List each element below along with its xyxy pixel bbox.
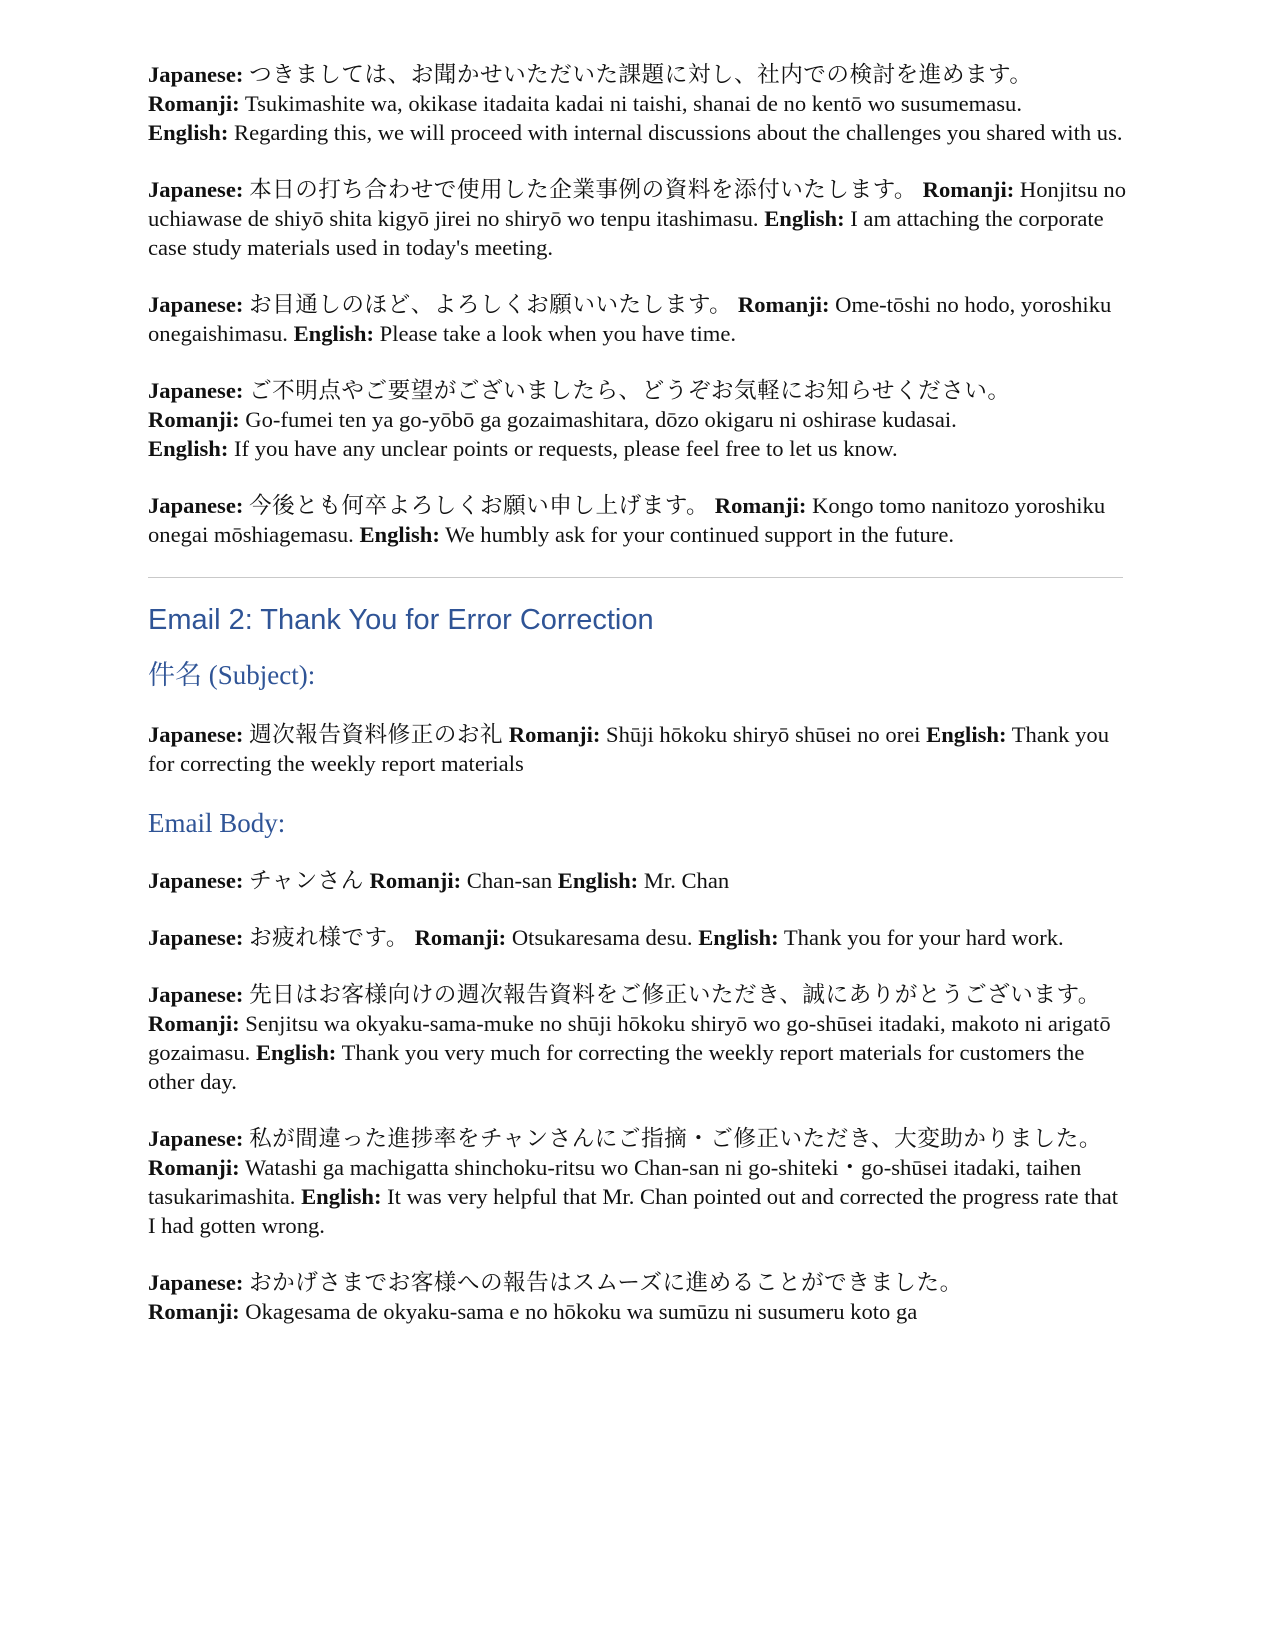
english-label: English: <box>359 522 440 547</box>
romanji-label: Romanji: <box>714 493 807 518</box>
romanji-text: Go-fumei ten ya go-yōbō ga gozaimashitara, dōzo okigaru ni oshirase kudasai. <box>245 407 957 432</box>
romanji-label: Romanji: <box>369 868 462 893</box>
section-divider <box>148 577 1123 578</box>
body-sentence-block <box>148 923 1128 952</box>
english-label: English: <box>255 1040 337 1065</box>
romanji-text: Tsukimashite wa, okikase itadaita kadai ni taishi, shanai de no kentō wo susumemasu. <box>244 91 1022 116</box>
japanese-text: 週次報告資料修正のお礼 <box>249 722 504 747</box>
japanese-text: 私が間違った進捗率をチャンさんにご指摘・ご修正いただき、大変助かりました。 <box>249 1126 1102 1151</box>
romanji-label: Romanji: <box>148 91 240 116</box>
japanese-label: Japanese: <box>148 1126 244 1151</box>
romanji-text: Kongo tomo nanitozo yoroshiku onegai mōshiagemasu. <box>148 493 1106 547</box>
document-page <box>148 60 1128 1354</box>
subject-block <box>148 720 1128 778</box>
japanese-label: Japanese: <box>148 722 244 747</box>
romanji-text: Senjitsu wa okyaku-sama-muke no shūji hōkoku shiryō wo go-shūsei itadaki, makoto ni arigatō gozaimasu. <box>148 1011 1111 1065</box>
romanji-text: Ome-tōshi no hodo, yoroshiku onegaishimasu. <box>148 292 1112 346</box>
japanese-text: つきましては、お聞かせいただいた課題に対し、社内での検討を進めます。 <box>249 62 1033 87</box>
romanji-text: Watashi ga machigatta shinchoku-ritsu wo Chan-san ni go-shiteki・go-shūsei itadaki, taihen tasukarimashita. <box>148 1155 1082 1209</box>
romanji-text: Honjitsu no uchiawase de shiyō shita kigyō jirei no shiryō wo tenpu itashimasu. <box>148 177 1126 231</box>
romanji-label: Romanji: <box>148 407 240 432</box>
japanese-label: Japanese: <box>148 868 244 893</box>
english-text: Please take a look when you have time. <box>379 321 736 346</box>
english-label: English: <box>698 925 779 950</box>
japanese-text: 今後とも何卒よろしくお願い申し上げます。 <box>249 493 710 518</box>
english-text: Thank you for correcting the weekly report materials <box>148 722 1110 776</box>
japanese-text: 先日はお客様向けの週次報告資料をご修正いただき、誠にありがとうございます。 <box>249 982 1101 1007</box>
romanji-label: Romanji: <box>148 1299 240 1324</box>
japanese-text: チャンさん <box>249 868 364 893</box>
romanji-text: Okagesama de okyaku-sama e no hōkoku wa sumūzu ni susumeru koto ga <box>245 1299 918 1324</box>
english-text: Mr. Chan <box>643 868 730 893</box>
japanese-label: Japanese: <box>148 493 244 518</box>
email-body-heading: Email Body: <box>148 808 286 838</box>
romanji-label: Romanji: <box>508 722 601 747</box>
japanese-text: おかげさまでお客様への報告はスムーズに進めることができました。 <box>249 1270 963 1295</box>
romanji-label: Romanji: <box>922 177 1015 202</box>
romanji-text: Otsukaresama desu. <box>511 925 693 950</box>
japanese-label: Japanese: <box>148 177 244 202</box>
body-sentence-block <box>148 980 1128 1096</box>
romanji-text: Shūji hōkoku shiryō shūsei no orei <box>606 722 921 747</box>
romanji-label: Romanji: <box>148 1155 240 1180</box>
english-text: Thank you very much for correcting the weekly report materials for customers the other day. <box>148 1040 1085 1094</box>
english-label: English: <box>926 722 1007 747</box>
english-label: English: <box>148 436 229 461</box>
japanese-text: 本日の打ち合わせで使用した企業事例の資料を添付いたします。 <box>249 177 917 202</box>
japanese-text: お疲れ様です。 <box>249 925 409 950</box>
sentence-block <box>148 491 1128 549</box>
english-label: English: <box>764 206 845 231</box>
sentence-block <box>148 290 1128 348</box>
japanese-label: Japanese: <box>148 982 244 1007</box>
english-text: It was very helpful that Mr. Chan pointed out and corrected the progress rate that I had gotten wrong. <box>148 1184 1119 1238</box>
body-sentence-block <box>148 866 1128 895</box>
english-label: English: <box>301 1184 382 1209</box>
sentence-block <box>148 60 1128 147</box>
japanese-label: Japanese: <box>148 378 244 403</box>
romanji-text: Chan-san <box>466 868 553 893</box>
english-text: I am attaching the corporate case study materials used in today's meeting. <box>148 206 1104 260</box>
sentence-block <box>148 175 1128 262</box>
english-label: English: <box>557 868 639 893</box>
body-sentence-block <box>148 1124 1128 1240</box>
subject-heading: 件名 (Subject): <box>148 660 316 690</box>
romanji-label: Romanji: <box>737 292 830 317</box>
english-text: We humbly ask for your continued support in the future. <box>445 522 955 547</box>
english-text: Thank you for your hard work. <box>783 925 1064 950</box>
body-sentence-block <box>148 1268 1128 1326</box>
japanese-label: Japanese: <box>148 925 244 950</box>
sentence-block <box>148 376 1128 463</box>
japanese-label: Japanese: <box>148 62 244 87</box>
romanji-label: Romanji: <box>414 925 507 950</box>
english-text: If you have any unclear points or requests, please feel free to let us know. <box>234 436 898 461</box>
japanese-label: Japanese: <box>148 1270 244 1295</box>
english-label: English: <box>148 120 229 145</box>
japanese-text: ご不明点やご要望がございましたら、どうぞお気軽にお知らせください。 <box>249 378 1011 403</box>
japanese-text: お目通しのほど、よろしくお願いいたします。 <box>249 292 733 317</box>
romanji-label: Romanji: <box>148 1011 240 1036</box>
japanese-label: Japanese: <box>148 292 244 317</box>
english-label: English: <box>293 321 374 346</box>
english-text: Regarding this, we will proceed with internal discussions about the challenges you shared with us. <box>234 120 1123 145</box>
email-2-title: Email 2: Thank You for Error Correction <box>148 604 654 636</box>
